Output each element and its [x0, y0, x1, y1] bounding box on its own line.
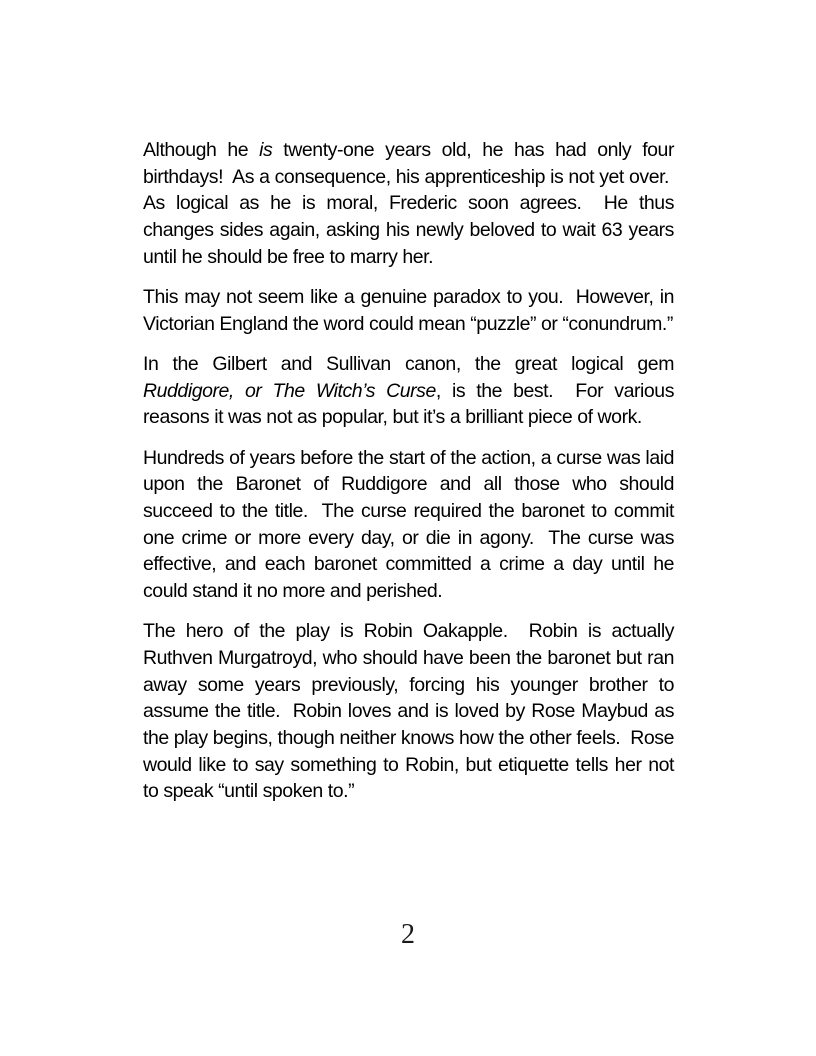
text-run: In the Gilbert and Sullivan canon, the great logical gem [143, 352, 674, 375]
page-number: 2 [401, 919, 415, 950]
paragraph [143, 137, 674, 271]
text-run: , is the best. For various reasons it was not as popular, but it’s a brilliant piece of work. [143, 379, 674, 429]
paragraph [143, 351, 674, 431]
paragraph [143, 618, 674, 805]
paragraph [143, 445, 674, 605]
text-run: Hundreds of years before the start of the action, a curse was laid upon the Baronet of Ruddigore and all those who should succeed to the title. The curse required the baronet to commit one crime or more every day, or die in agony. The curse was effective, and each baronet committed a crime a day until he could stand it no more and perished. [143, 446, 674, 603]
text-run: twenty-one years old, he has had only four birthdays! As a consequence, his apprenticeship is not yet over. As logical as he is moral, Frederic soon agrees. He thus changes sides again, asking his newly beloved to wait 63 years until he should be free to marry her. [143, 139, 674, 268]
text-run: The hero of the play is Robin Oakapple. Robin is actually Ruthven Murgatroyd, who should have been the baronet but ran away some years previously, forcing his younger brother to assume the title. Robin loves and is loved by Rose Maybud as the play begins, though neither knows how the other feels. Rose would like to say something to Robin, but etiquette tells her not to speak “until spoken to.” [143, 620, 674, 803]
text-block [143, 137, 674, 805]
page-footer [0, 920, 816, 951]
text-run: Although he [143, 139, 260, 161]
text-run-italic: is [259, 139, 273, 161]
paragraph [143, 284, 674, 337]
text-run: This may not seem like a genuine paradox to you. However, in Victorian England the word could mean “puzzle” or “conundrum.” [143, 286, 674, 335]
text-run-italic: Ruddigore, or The Witch’s Curse [143, 379, 436, 402]
